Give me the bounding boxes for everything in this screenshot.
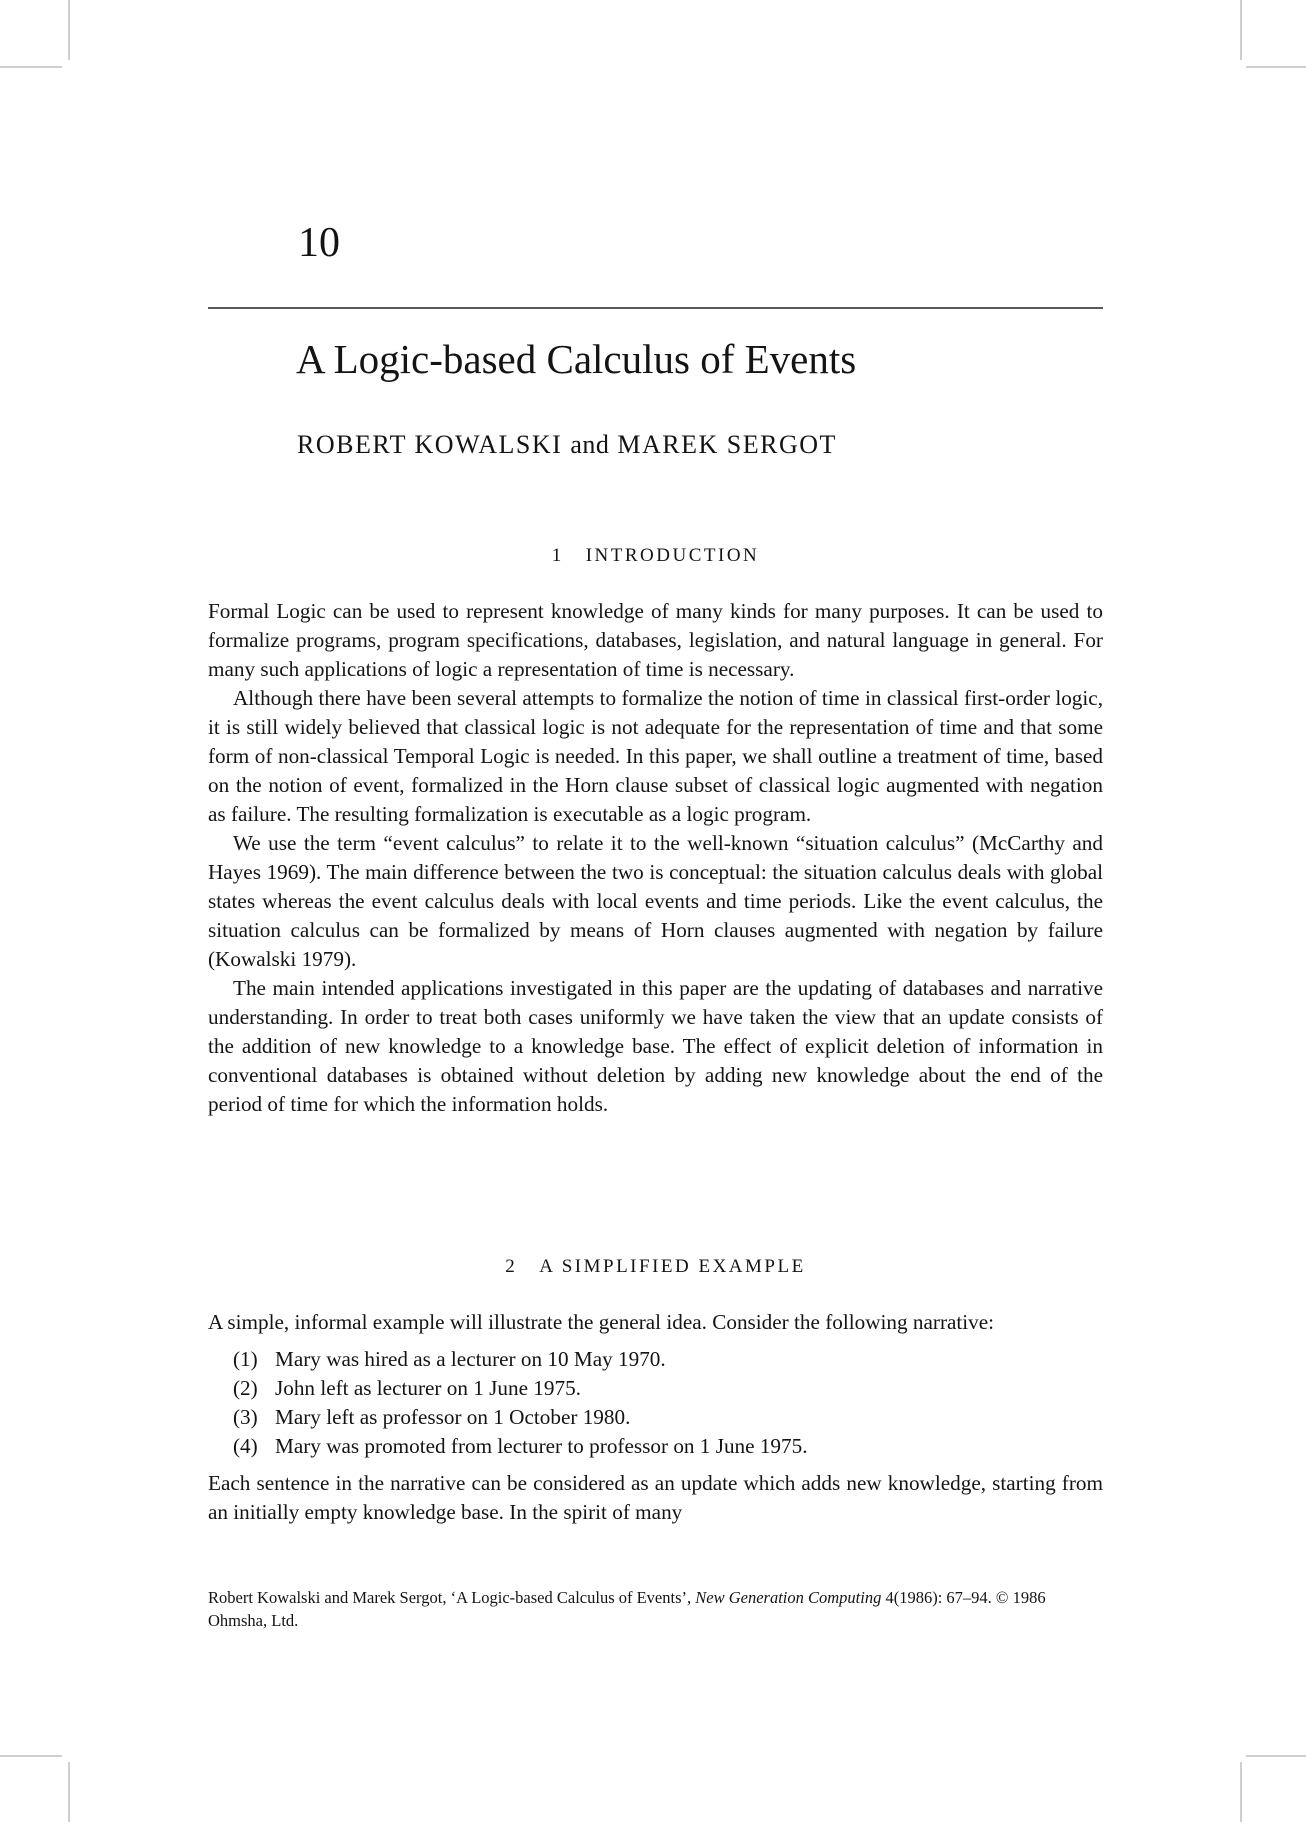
list-item bbox=[233, 1374, 1103, 1403]
author-first: ROBERT KOWALSKI bbox=[297, 430, 563, 459]
crop-mark bbox=[0, 66, 62, 68]
list-item-text: Mary left as professor on 1 October 1980. bbox=[275, 1405, 631, 1429]
chapter-title: A Logic-based Calculus of Events bbox=[296, 336, 857, 382]
introduction-body bbox=[208, 597, 1103, 1119]
crop-mark bbox=[1246, 66, 1306, 68]
list-item bbox=[233, 1432, 1103, 1461]
section-heading-introduction bbox=[208, 545, 1103, 567]
crop-mark bbox=[1240, 1762, 1242, 1822]
list-item-text: Mary was promoted from lecturer to professor on 1 June 1975. bbox=[275, 1434, 808, 1458]
narrative-list bbox=[208, 1345, 1103, 1461]
footnote-citation: Robert Kowalski and Marek Sergot, ‘A Logic-based Calculus of Events’, bbox=[208, 1588, 692, 1607]
list-item-number: (3) bbox=[233, 1405, 258, 1429]
crop-mark bbox=[1246, 1755, 1306, 1757]
list-item bbox=[233, 1403, 1103, 1432]
crop-mark bbox=[68, 0, 70, 60]
chapter-rule bbox=[208, 307, 1103, 309]
chapter-number: 10 bbox=[298, 220, 340, 266]
author-second: MAREK SERGOT bbox=[617, 430, 837, 459]
list-item-text: John left as lecturer on 1 June 1975. bbox=[275, 1376, 581, 1400]
list-item bbox=[233, 1345, 1103, 1374]
section-number: 1 bbox=[551, 545, 564, 566]
footnote-details: 4(1986): 67–94. © 1986 Ohmsha, Ltd. bbox=[208, 1588, 1046, 1630]
author-line bbox=[297, 431, 837, 460]
list-item-number: (1) bbox=[233, 1347, 258, 1371]
list-item-number: (4) bbox=[233, 1434, 258, 1458]
paragraph: Formal Logic can be used to represent knowledge of many kinds for many purposes. It can be used to formalize programs, program specifications, databases, legislation, and natural language in general. For many such applications of logic a representation of time is necessary. bbox=[208, 599, 1103, 681]
footnote-journal: New Generation Computing bbox=[695, 1588, 882, 1607]
source-footnote bbox=[208, 1586, 1103, 1632]
list-item-number: (2) bbox=[233, 1376, 258, 1400]
crop-mark bbox=[68, 1762, 70, 1822]
crop-mark bbox=[1240, 0, 1242, 60]
section-title: A SIMPLIFIED EXAMPLE bbox=[539, 1256, 806, 1277]
paragraph: Each sentence in the narrative can be considered as an update which adds new knowledge, starting from an initially empty knowledge base. In the spirit of many bbox=[208, 1471, 1103, 1524]
section-heading-simplified-example bbox=[208, 1256, 1103, 1278]
crop-mark bbox=[0, 1755, 62, 1757]
example-body bbox=[208, 1308, 1103, 1527]
list-item-text: Mary was hired as a lecturer on 10 May 1970. bbox=[275, 1347, 666, 1371]
paragraph: A simple, informal example will illustrate the general idea. Consider the following narrative: bbox=[208, 1310, 995, 1334]
paragraph: Although there have been several attempts to formalize the notion of time in classical first-order logic, it is still widely believed that classical logic is not adequate for the representation of time and that some form of non-classical Temporal Logic is needed. In this paper, we shall outline a treatment of time, based on the notion of event, formalized in the Horn clause subset of classical logic augmented with negation as failure. The resulting formalization is executable as a logic program. bbox=[208, 686, 1103, 826]
section-title: INTRODUCTION bbox=[585, 545, 760, 566]
author-conjunction: and bbox=[570, 430, 610, 459]
section-number: 2 bbox=[505, 1256, 518, 1277]
paragraph: The main intended applications investigated in this paper are the updating of databases and narrative understanding. In order to treat both cases uniformly we have taken the view that an update consists of the addition of new knowledge to a knowledge base. The effect of explicit deletion of information in conventional databases is obtained without deletion by adding new knowledge about the end of the period of time for which the information holds. bbox=[208, 976, 1103, 1116]
paragraph: We use the term “event calculus” to relate it to the well-known “situation calculus” (McCarthy and Hayes 1969). The main difference between the two is conceptual: the situation calculus deals with global states whereas the event calculus deals with local events and time periods. Like the event calculus, the situation calculus can be formalized by means of Horn clauses augmented with negation by failure (Kowalski 1979). bbox=[208, 831, 1103, 971]
